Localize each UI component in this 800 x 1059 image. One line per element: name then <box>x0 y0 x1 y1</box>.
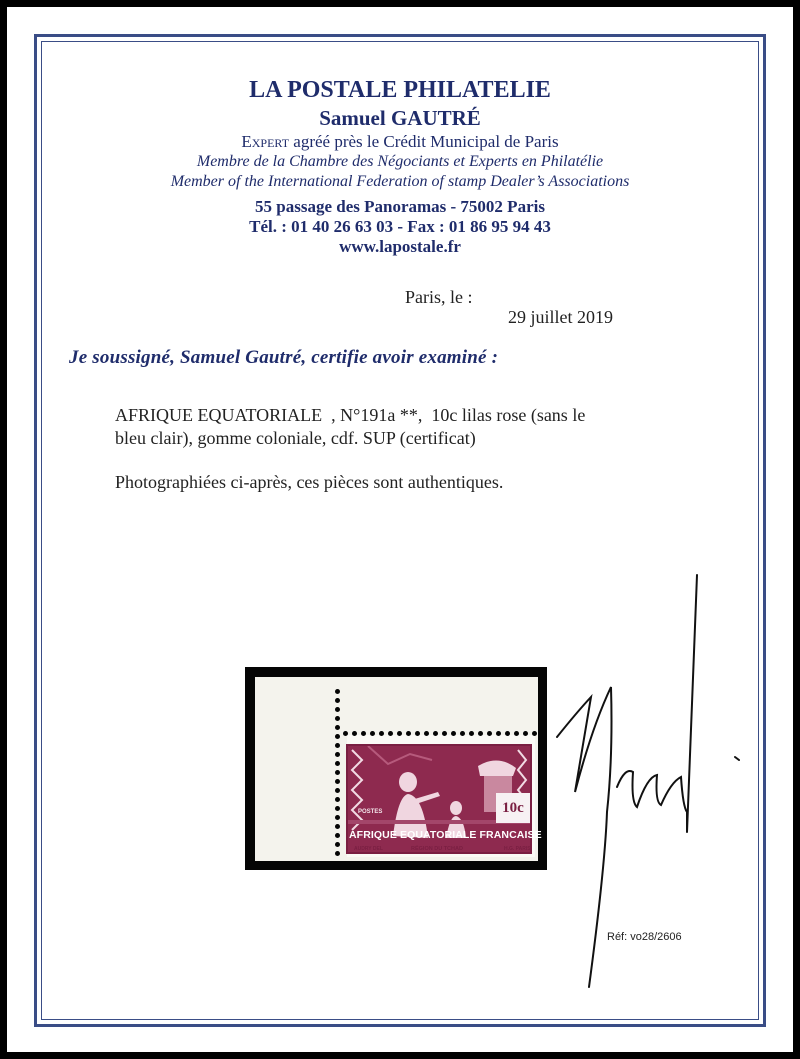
perforation-hole <box>469 731 474 736</box>
perforation-hole <box>406 731 411 736</box>
certificate-page <box>7 7 793 1052</box>
perforation-hole <box>335 770 340 775</box>
perforation-hole <box>460 731 465 736</box>
website: www.lapostale.fr <box>339 237 461 256</box>
stamp-engraver-left: AUDRY DEL <box>354 846 383 852</box>
perforation-hole <box>424 731 429 736</box>
perforation-hole <box>433 731 438 736</box>
stamp-description-line1: AFRIQUE EQUATORIALE , N°191a **, 10c lilas rose (sans le <box>115 405 586 425</box>
perforation-hole <box>335 707 340 712</box>
perforation-hole <box>335 725 340 730</box>
perforation-hole <box>478 731 483 736</box>
certification-statement: Je soussigné, Samuel Gautré, certifie avoir examiné : <box>69 347 499 368</box>
perforation-hole <box>397 731 402 736</box>
stamp-description-line2: bleu clair), gomme coloniale, cdf. SUP (certificat) <box>115 428 476 448</box>
perforation-hole <box>442 731 447 736</box>
stamp-region-text: RÉGION DU TCHAD <box>411 846 463 852</box>
stamp-postes-text: POSTES <box>358 809 383 815</box>
stamp-engraver-right: H.G. PARIS <box>504 846 531 852</box>
expert-credential <box>7 132 793 152</box>
membership-english: Member of the International Federation of stamp Dealer’s Associations <box>170 173 630 190</box>
authenticity-statement: Photographiées ci-après, ces pièces sont authentiques. <box>115 472 504 492</box>
perforation-hole <box>370 731 375 736</box>
stamp-country-title: AFRIQUE EQUATORIALE FRANCAISE <box>349 829 542 841</box>
perforation-hole <box>388 731 393 736</box>
phone-fax: Tél. : 01 40 26 63 03 - Fax : 01 86 95 94 43 <box>249 217 551 236</box>
perforation-hole <box>335 779 340 784</box>
perforation-hole <box>505 731 510 736</box>
perforation-hole <box>335 842 340 847</box>
perforation-hole <box>335 689 340 694</box>
place-label: Paris, le : <box>405 287 473 307</box>
perforation-hole <box>335 797 340 802</box>
perforation-hole <box>514 731 519 736</box>
perforation-hole <box>487 731 492 736</box>
perforation-hole <box>361 731 366 736</box>
perforation-hole <box>335 824 340 829</box>
certificate-date: 29 juillet 2019 <box>508 307 613 327</box>
perforation-hole <box>451 731 456 736</box>
credential-prefix: Expert <box>241 132 290 151</box>
perforation-hole <box>532 731 537 736</box>
perforation-hole <box>335 761 340 766</box>
perforation-hole <box>523 731 528 736</box>
expert-name: Samuel GAUTRÉ <box>319 106 481 130</box>
perforation-hole <box>415 731 420 736</box>
perforation-hole <box>335 752 340 757</box>
perforation-hole <box>335 815 340 820</box>
perforation-hole <box>335 716 340 721</box>
perforation-hole <box>335 698 340 703</box>
perforation-hole <box>335 743 340 748</box>
stamp-denomination: 10c <box>496 793 530 823</box>
perforation-hole <box>335 788 340 793</box>
credential-text: agréé près le Crédit Municipal de Paris <box>289 132 559 151</box>
perforation-hole <box>335 734 340 739</box>
perforation-hole <box>335 806 340 811</box>
perforation-hole <box>335 851 340 856</box>
perforation-hole <box>335 833 340 838</box>
company-name: LA POSTALE PHILATELIE <box>249 77 551 103</box>
perforation-hole <box>496 731 501 736</box>
reference-number: Réf: vo28/2606 <box>607 931 682 943</box>
perforation-hole <box>379 731 384 736</box>
membership-french: Membre de la Chambre des Négociants et Experts en Philatélie <box>196 153 604 170</box>
perforation-hole <box>343 731 348 736</box>
address: 55 passage des Panoramas - 75002 Paris <box>255 197 545 216</box>
perforation-hole <box>352 731 357 736</box>
